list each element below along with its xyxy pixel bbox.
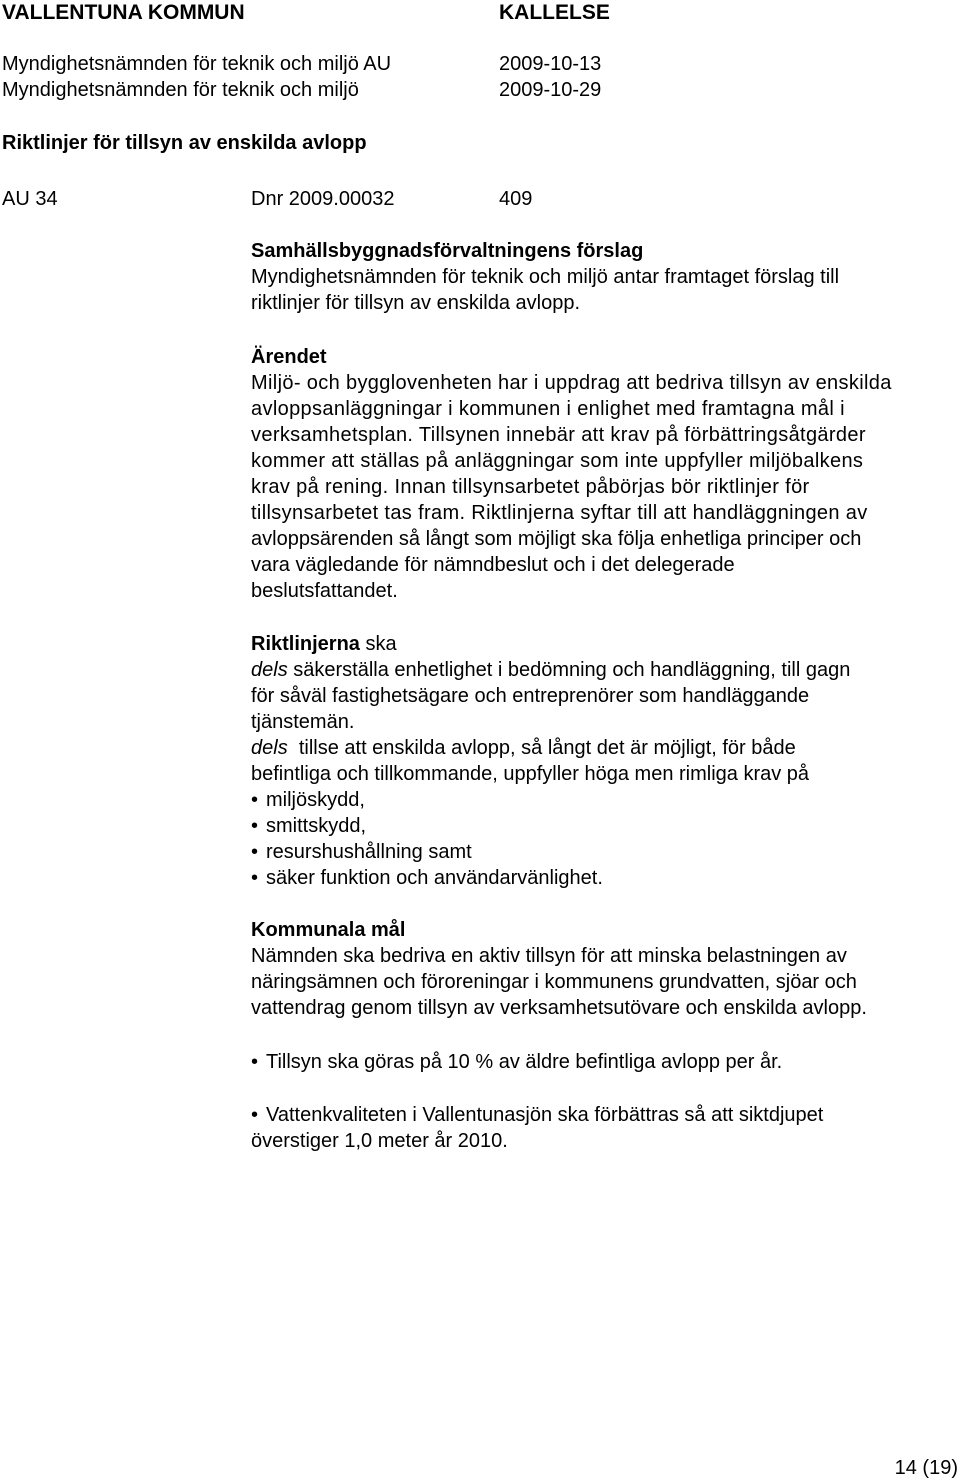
org-name: VALLENTUNA KOMMUN: [2, 1, 245, 24]
matter-line: krav på rening. Innan tillsynsarbetet påbörjas bör riktlinjer för: [251, 476, 810, 498]
list-item: [251, 1102, 956, 1128]
list-item: [251, 1049, 956, 1075]
meeting-body-1: Myndighetsnämnden för teknik och miljö AU: [2, 53, 392, 75]
matter-line: vara vägledande för nämndbeslut och i det delegerade: [251, 554, 735, 576]
matter-line: beslutsfattandet.: [251, 580, 398, 602]
matter-section: [251, 344, 956, 604]
goals-line: näringsämnen och föroreningar i kommunens grundvatten, sjöar och: [251, 971, 857, 993]
meeting-date-2: 2009-10-29: [499, 79, 602, 101]
meeting-body-2: Myndighetsnämnden för teknik och miljö: [2, 79, 359, 101]
matter-line: kommer att ställas på anläggningar som inte uppfyller miljöbalkens: [251, 450, 864, 472]
dnr-reference: Dnr 2009.00032: [251, 188, 395, 210]
matter-heading: Ärendet: [251, 346, 327, 368]
bullet-text: miljöskydd,: [266, 789, 365, 811]
matter-line: avloppsanläggningar i kommunen i enlighet med framtagna mål i: [251, 398, 845, 420]
bullet-text: Vattenkvaliteten i Vallentunasjön ska förbättras så att siktdjupet: [266, 1104, 824, 1126]
guidelines-heading-rest: ska: [359, 633, 397, 655]
list-item: [251, 813, 956, 839]
bullet-text: Tillsyn ska göras på 10 % av äldre befintliga avlopp per år.: [266, 1051, 783, 1073]
page-number: 14 (19): [894, 1457, 958, 1479]
bullet-icon: •: [251, 1104, 259, 1126]
au-reference: AU 34: [2, 188, 58, 210]
guidelines-part1-line: tjänstemän.: [251, 711, 355, 733]
proposal-section: [251, 238, 956, 316]
goals-line: Nämnden ska bedriva en aktiv tillsyn för att minska belastningen av: [251, 945, 847, 967]
document-title: Riktlinjer för tillsyn av enskilda avlopp: [2, 132, 367, 154]
matter-line: verksamhetsplan. Tillsynen innebär att krav på förbättringsåtgärder: [251, 424, 866, 446]
guidelines-section: [251, 631, 956, 891]
meeting-date-1: 2009-10-13: [499, 53, 602, 75]
guidelines-heading-bold: Riktlinjerna: [251, 633, 360, 655]
list-item: [251, 787, 956, 813]
bullet-icon: •: [251, 841, 259, 863]
matter-line: tillsynsarbetet tas fram. Riktlinjerna syftar till att handläggningen av: [251, 502, 868, 524]
guidelines-part2-line: [251, 735, 956, 761]
guidelines-part1-line: för såväl fastighetsägare och entreprenörer som handläggande: [251, 685, 810, 707]
goal-bullet-2: [251, 1102, 956, 1154]
municipal-goals-heading: Kommunala mål: [251, 919, 406, 941]
bullet-icon: •: [251, 815, 259, 837]
document-type: KALLELSE: [499, 1, 610, 24]
part1-lead: dels: [251, 659, 288, 681]
matter-line: avloppsärenden så långt som möjligt ska följa enhetliga principer och: [251, 528, 862, 550]
municipal-goals-section: [251, 917, 956, 1021]
goals-line: vattendrag genom tillsyn av verksamhetsutövare och enskilda avlopp.: [251, 997, 867, 1019]
proposal-line: riktlinjer för tillsyn av enskilda avlopp.: [251, 292, 581, 314]
part1-text: säkerställa enhetlighet i bedömning och handläggning, till gagn: [287, 659, 851, 681]
part2-text: tillse att enskilda avlopp, så långt det är möjligt, för både: [287, 737, 796, 759]
matter-line: Miljö- och bygglovenheten har i uppdrag att bedriva tillsyn av enskilda: [251, 372, 892, 394]
bullet-icon: •: [251, 867, 259, 889]
proposal-line: Myndighetsnämnden för teknik och miljö antar framtaget förslag till: [251, 266, 840, 288]
item-number: 409: [499, 188, 533, 210]
bullet-text: smittskydd,: [266, 815, 367, 837]
bullet-text: resurshushållning samt: [266, 841, 472, 863]
guidelines-heading: [251, 631, 956, 657]
bullet-icon: •: [251, 789, 259, 811]
list-item: [251, 839, 956, 865]
bullet-text-continued: överstiger 1,0 meter år 2010.: [251, 1130, 508, 1152]
guidelines-part1-line: [251, 657, 956, 683]
proposal-heading: Samhällsbyggnadsförvaltningens förslag: [251, 240, 644, 262]
bullet-text: säker funktion och användarvänlighet.: [266, 867, 603, 889]
bullet-icon: •: [251, 1051, 259, 1073]
list-item: [251, 865, 956, 891]
goal-bullet-1: [251, 1049, 956, 1075]
part2-lead: dels: [251, 737, 288, 759]
guidelines-part2-line: befintliga och tillkommande, uppfyller höga men rimliga krav på: [251, 763, 810, 785]
